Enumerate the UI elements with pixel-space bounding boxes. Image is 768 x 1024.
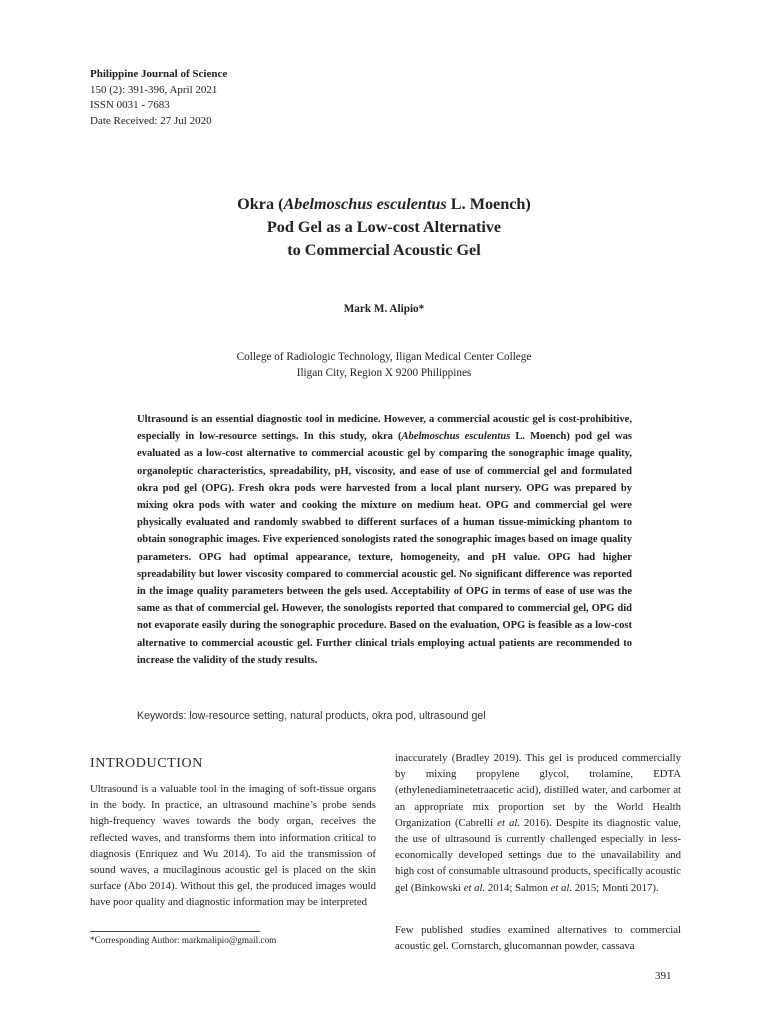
journal-volume: 150 (2): 391-396, April 2021 <box>90 83 218 96</box>
section-heading-introduction: INTRODUCTION <box>90 756 203 771</box>
journal-issn: ISSN 0031 - 7683 <box>90 99 170 111</box>
paper-title <box>84 193 684 262</box>
affiliation-line-2: Iligan City, Region X 9200 Philippines <box>296 367 472 379</box>
keywords: Keywords: low-resource setting, natural products, okra pod, ultrasound gel <box>137 710 486 722</box>
title-line-1: Okra (Abelmoschus esculentus L. Moench) <box>237 195 531 213</box>
title-line-2: Pod Gel as a Low-cost Alternative <box>266 218 502 236</box>
abstract: Ultrasound is an essential diagnostic tool in medicine. However, a commercial acoustic gel is cost-prohibitive, especially in low-resource settings. In this study, okra (Abelmoschus esculentus L. Moench) pod gel was evaluated as a low-cost alternative to commercial acoustic gel by comparing the sonographic image quality, organoleptic characteristics, spreadability, pH, viscosity, and ease of use of commercial gel and formulated okra pod gel (OPG). Fresh okra pods were harvested from a local plant nursery. OPG was prepared by mixing okra pods with water and cooking the mixture on medium heat. OPG and commercial gel were physically evaluated and randomly swabbed to different surfaces of a human tissue-mimicking phantom to obtain sonographic images. Five experienced sonologists rated the sonographic images based on image quality parameters. OPG had optimal appearance, texture, homogeneity, and pH value. OPG had higher spreadability but lower viscosity compared to commercial acoustic gel. No significant difference was reported in the image quality parameters between the gels used. Acceptability of OPG in terms of ease of use was the same as that of commercial gel. However, the sonologists reported that compared to commercial gel, OPG did not evaporate easily during the sonographic procedure. Based on the evaluation, OPG is feasible as a low-cost alternative to commercial acoustic gel. Further clinical trials employing actual patients are recommended to increase the validity of the study results. <box>137 414 632 666</box>
affiliation-line-1: College of Radiologic Technology, Iligan Medical Center College <box>236 351 532 363</box>
author-name: Mark M. Alipio* <box>343 303 425 315</box>
footnote-divider <box>90 931 260 932</box>
page-number: 391 <box>655 970 672 982</box>
corresponding-author-footnote: *Corresponding Author: markmalipio@gmail.com <box>90 935 277 945</box>
intro-paragraph-right-2: Few published studies examined alternatives to commercial acoustic gel. Cornstarch, glucomannan powder, cassava <box>395 924 681 953</box>
journal-name: Philippine Journal of Science <box>90 68 228 80</box>
date-received: Date Received: 27 Jul 2020 <box>90 114 212 127</box>
intro-paragraph-right: inaccurately (Bradley 2019). This gel is produced commercially by mixing propylene glycol, trolamine, EDTA (ethylenediaminetetraacetic acid), distilled water, and carbomer at an appropriate mix proportion set by the World Health Organization (Cabrelli et al. 2016). Despite its diagnostic value, the use of ultrasound is currently challenged especially in less-economically developed settings due to the unavailability and high cost of consumable ultrasound products, specifically acoustic gel (Binkowski et al. 2014; Salmon et al. 2015; Monti 2017). <box>395 752 681 894</box>
intro-paragraph-left: Ultrasound is a valuable tool in the imaging of soft-tissue organs in the body. In practice, an ultrasound machine’s probe sends high-frequency waves towards the body organ, receives the reflected waves, and transforms them into information critical to diagnosis (Enriquez and Wu 2014). To aid the transmission of sound waves, a mucilaginous acoustic gel is placed on the skin surface (Abo 2014). Without this gel, the produced images would have poor quality and diagnostic information may be interpreted <box>90 783 376 909</box>
journal-info <box>90 67 227 129</box>
title-line-3: to Commercial Acoustic Gel <box>287 241 481 259</box>
affiliation <box>84 349 684 381</box>
